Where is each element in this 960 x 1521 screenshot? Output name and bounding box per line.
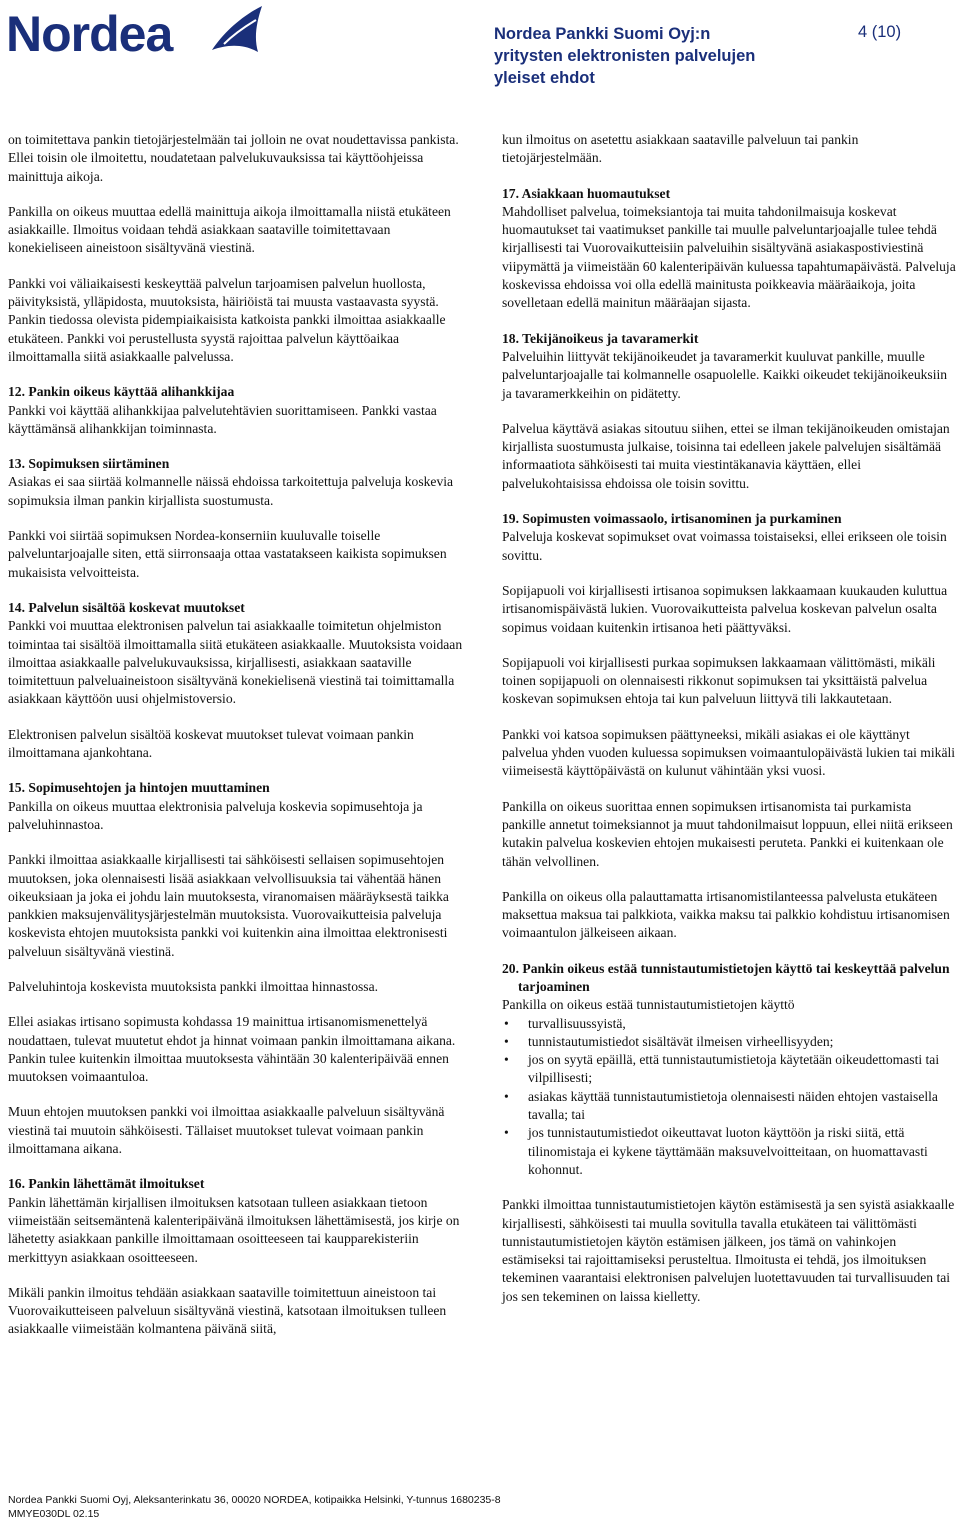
- paragraph: Pankilla on oikeus muuttaa edellä mainittuja aikoja ilmoittamalla niistä etukäteen asiakkaille. Ilmoitus voidaan tehdä asiakkaan saataville toimitettavaan konekieliseen aineistoon sisältyvänä viestinä.: [8, 203, 451, 256]
- paragraph: Mahdolliset palvelua, toimeksiantoja tai muita tahdonilmaisuja koskevat huomautukset tai vaatimukset pankille tai muulle palveluntarjoajalle tulee tehdä kirjallisesti tai Vuorovaikutteisiin palveluihin sisältyvänä asiakaspostiviestinä viipymättä ja viimeistään 60 kalenteripäivän kuluessa tapahtumapäivästä. Palveluja koskevissa ehdoissa voi olla edellä mainitusta poikkeavia määräaikoja, joita sovelletaan edellä mainitun määräajan sijasta.: [502, 203, 956, 311]
- right-column: [502, 131, 958, 1323]
- paragraph: Pankin lähettämän kirjallisen ilmoituksen katsotaan tulleen asiakkaan tietoon viimeistään seitsemäntenä kalenteripäivänä ilmoituksen lähettämisestä, jos kirje on lähetetty asiakkaan pankille ilmoittamaan osoitteeseen tai kaupparekisteriin merkittyyn asiakkaan osoitteeseen.: [8, 1194, 460, 1265]
- page-footer: [8, 1493, 501, 1521]
- list-item: • tunnistautumistiedot sisältävät ilmeisen virheellisyyden;: [502, 1033, 958, 1051]
- paragraph: Pankki voi katsoa sopimuksen päättyneeksi, mikäli asiakas ei ole käyttänyt palvelua yhden vuoden kuluessa sopimuksen voimaantulopäivästä lukien tai mikäli viimeisestä käyttöpäivästä on kulunut vähintään yksi vuosi.: [502, 726, 956, 779]
- paragraph: Palvelua käyttävä asiakas sitoutuu siihen, ettei se ilman tekijänoikeuden omistajan kirjallista suostumusta julkaise, toisinna tai edelleen jakele palvelujen sisältämää informaatiota sähköisesti tai muita viestintäkanavia käyttäen, ellei palvelukohtaisissa ehdoissa ole toisin sovittu.: [502, 420, 950, 491]
- paragraph: Pankki voi muuttaa elektronisen palvelun tai asiakkaalle toimitetun ohjelmiston toimintaa tai sisältöä ilmoittamalla siitä etukäteen asiakkaalle. Muutoksista voidaan ilmoittaa asiakkaalle palvelukuvauksissa, kirjallisesti, asiakkaan saataville toimitettuun palveluaineistoon sisältyvänä konekielisenä viestinä tai toimittamalla asiakkaan käyttöön uusi ohjelmistoversio.: [8, 618, 463, 707]
- section-19-heading: 19. Sopimusten voimassaolo, irtisanominen ja purkaminen: [502, 511, 842, 527]
- section-17-heading: 17. Asiakkaan huomautukset: [502, 185, 671, 201]
- paragraph: Pankki voi väliaikaisesti keskeyttää palvelun tarjoamisen palvelun huollosta, päivityksistä, ylläpidosta, muutoksista, häiriöistä tai muusta vastaavasta syystä. Pankin tiedossa olevista pidempiaikaisista katkoista pankki ilmoittaa asiakkaalle etukäteen. Pankki voi perustellusta syystä rajoittaa palvelun käyttöaikaa ilmoittamalla siitä asiakkaalle palvelussa.: [8, 275, 446, 364]
- section-20-heading: 20. Pankin oikeus estää tunnistautumistietojen käyttö tai keskeyttää palvelun tarjoaminen: [502, 960, 950, 994]
- section-14-heading: 14. Palvelun sisältöä koskevat muutokset: [8, 599, 245, 615]
- list-item: • asiakas käyttää tunnistautumistietoja olennaisesti näiden ehtojen vastaisella tavalla; tai: [502, 1088, 958, 1125]
- paragraph: Palveluhintoja koskevista muutoksista pankki ilmoittaa hinnastossa.: [8, 978, 379, 994]
- paragraph: Pankki ilmoittaa tunnistautumistietojen käytön estämisestä ja sen syistä asiakkaalle kirjallisesti, sähköisesti tai muulla sovitulla tavalla etukäteen tai välittömästi tunnistautumistietojen käytön estämisen jälkeen, jos tämä on vahinkojen estämiseksi tai rajoittamiseksi perusteltua. Ilmoitusta ei tehdä, jos ilmoituksen tekeminen vaarantaisi elektronisen palvelujen luotettavuuden tai turvallisuuden tai jos sen tekeminen on laissa kielletty.: [502, 1197, 955, 1304]
- list-item: • turvallisuussyistä,: [502, 1015, 958, 1033]
- section-15-heading: 15. Sopimusehtojen ja hintojen muuttaminen: [8, 780, 270, 796]
- footer-address: Nordea Pankki Suomi Oyj, Aleksanterinkatu 36, 00020 NORDEA, kotipaikka Helsinki, Y-tunnus 1680235-8: [8, 1494, 501, 1506]
- document-title: [494, 23, 834, 89]
- section-12-heading: 12. Pankin oikeus käyttää alihankkijaa: [8, 384, 235, 400]
- page-number: 4 (10): [858, 23, 902, 41]
- paragraph: Sopijapuoli voi kirjallisesti irtisanoa sopimuksen lakkaamaan kuukauden kuluttua irtisanomispäivästä lukien. Vuorovaikutteista palvelua koskevan palvelun osalta sopimus voidaan kuitenkin irtisanoa heti päättyväksi.: [502, 582, 948, 635]
- paragraph: Pankki ilmoittaa asiakkaalle kirjallisesti tai sähköisesti sellaisen sopimusehtojen muutoksen, joka olennaisesti lisää asiakkaan velvollisuuksia tai vähentää hänen oikeuksiaan ja joka ei johdu lain muutoksesta, viranomaisen määräyksestä taikka pankkien maksujenvälitysjärjestelmän muutoksista. Vuorovaikutteisia palveluja koskevista ehtojen muutoksista pankki voi kuitenkin aina ilmoittaa elektronisesti palveluun sisältyvänä viestinä.: [8, 852, 449, 959]
- paragraph: Pankilla on oikeus suorittaa ennen sopimuksen irtisanomista tai purkamista pankille annetut toimeksiannot ja muut tahdonilmaisut loppuun, ellei niitä erikseen kutakin palvelua koskevien ehtojen mukaisesti peruteta. Pankki ei kuitenkaan ole tähän velvollinen.: [502, 798, 953, 869]
- paragraph: Palveluja koskevat sopimukset ovat voimassa toistaiseksi, ellei erikseen ole toisin sovittu.: [502, 529, 947, 563]
- paragraph: Pankki voi käyttää alihankkijaa palvelutehtävien suorittamiseen. Pankki vastaa käyttämänsä alihankkijan toiminnasta.: [8, 402, 437, 436]
- section-20-intro: Pankilla on oikeus estää tunnistautumistietojen käyttö: [502, 997, 795, 1013]
- left-column: [8, 131, 464, 1356]
- paragraph: Palveluihin liittyvät tekijänoikeudet ja tavaramerkit kuuluvat pankille, muulle palveluntarjoajalle tai kolmannelle osapuolelle. Kaikki oikeudet tekijänoikeuksiin ja tavaramerkkeihin on pidätetty.: [502, 348, 948, 401]
- title-line-3: yleiset ehdot: [494, 69, 595, 87]
- paragraph: on toimitettava pankin tietojärjestelmään tai jolloin ne ovat noudettavissa pankista. Ellei toisin ole ilmoitettu, noudatetaan palvelukuvauksissa tai käyttöohjeissa mainittuja aikoja.: [8, 132, 459, 184]
- paragraph: Muun ehtojen muutoksen pankki voi ilmoittaa asiakkaalle palveluun sisältyvänä viestinä tai muutoin sähköisesti. Tällaiset muutokset tulevat voimaan pankin ilmoittamana aikana.: [8, 1104, 445, 1157]
- paragraph: Mikäli pankin ilmoitus tehdään asiakkaan saataville toimitettuun aineistoon tai Vuorovaikutteiseen palveluun sisältyvänä viestinä, katsotaan ilmoituksen tulleen asiakkaalle viimeistään kolmantena päivänä siitä,: [8, 1284, 447, 1337]
- sail-icon: [212, 6, 262, 52]
- title-line-1: Nordea Pankki Suomi Oyj:n: [494, 25, 711, 43]
- nordea-logo-text: Nordea: [6, 6, 173, 60]
- section-13-heading: 13. Sopimuksen siirtäminen: [8, 456, 170, 472]
- section-16-heading: 16. Pankin lähettämät ilmoitukset: [8, 1176, 205, 1192]
- paragraph: Elektronisen palvelun sisältöä koskevat muutokset tulevat voimaan pankin ilmoittamana ajankohtana.: [8, 726, 414, 761]
- paragraph: Asiakas ei saa siirtää kolmannelle näissä ehdoissa tarkoitettuja palveluja koskevia sopimuksia ilman pankin kirjallista suostumusta.: [8, 474, 454, 508]
- paragraph: Sopijapuoli voi kirjallisesti purkaa sopimuksen lakkaamaan välittömästi, mikäli toinen sopijapuoli on olennaisesti rikkonut sopimuksen tai yksittäistä palvelua koskevan sopimuksen ehtoja tai kun palveluun liittyvä tili lakkautetaan.: [502, 654, 936, 707]
- paragraph: Pankilla on oikeus muuttaa elektronisia palveluja koskevia sopimusehtoja ja palveluhinnastoa.: [8, 798, 423, 832]
- nordea-logo: [6, 4, 268, 60]
- paragraph: Pankki voi siirtää sopimuksen Nordea-konserniin kuuluvalle toiselle palveluntarjoajalle siten, että siirronsaaja ottaa vastatakseen kaikista sopimuksen mukaisista velvoitteista.: [8, 528, 447, 580]
- section-18-heading: 18. Tekijänoikeus ja tavaramerkit: [502, 330, 699, 346]
- bullet-list: [502, 1015, 958, 1180]
- paragraph: Pankilla on oikeus olla palauttamatta irtisanomistilanteessa palvelusta etukäteen maksettua maksua tai palkkiota, vaikka maksu tai palkkio kohdistuu irtisanomisen voimaantulon jälkeiseen aikaan.: [502, 888, 950, 941]
- list-item: • jos tunnistautumistiedot oikeuttavat luoton käyttöön ja riski siitä, että tilinomistaja ei kykene täyttämään maksuvelvoitteitaan, on huomattavasti kohonnut.: [502, 1124, 958, 1179]
- footer-code: MMYE030DL 02.15: [8, 1508, 100, 1520]
- title-line-2: yritysten elektronisten palvelujen: [494, 47, 756, 65]
- list-item: • jos on syytä epäillä, että tunnistautumistietoja käytetään oikeudettomasti tai vilpillisesti;: [502, 1051, 958, 1088]
- paragraph: kun ilmoitus on asetettu asiakkaan saataville palveluun tai pankin tietojärjestelmään.: [502, 132, 859, 166]
- paragraph: Ellei asiakas irtisano sopimusta kohdassa 19 mainittua irtisanomismenettelyä noudattaen, tulevat muutetut ehdot ja hinnat voimaan pankin ilmoittamana aikana. Pankin tulee kuitenkin ilmoittaa muutoksesta vähintään 30 kalenteripäivää ennen muutoksen voimaantuloa.: [8, 1014, 456, 1085]
